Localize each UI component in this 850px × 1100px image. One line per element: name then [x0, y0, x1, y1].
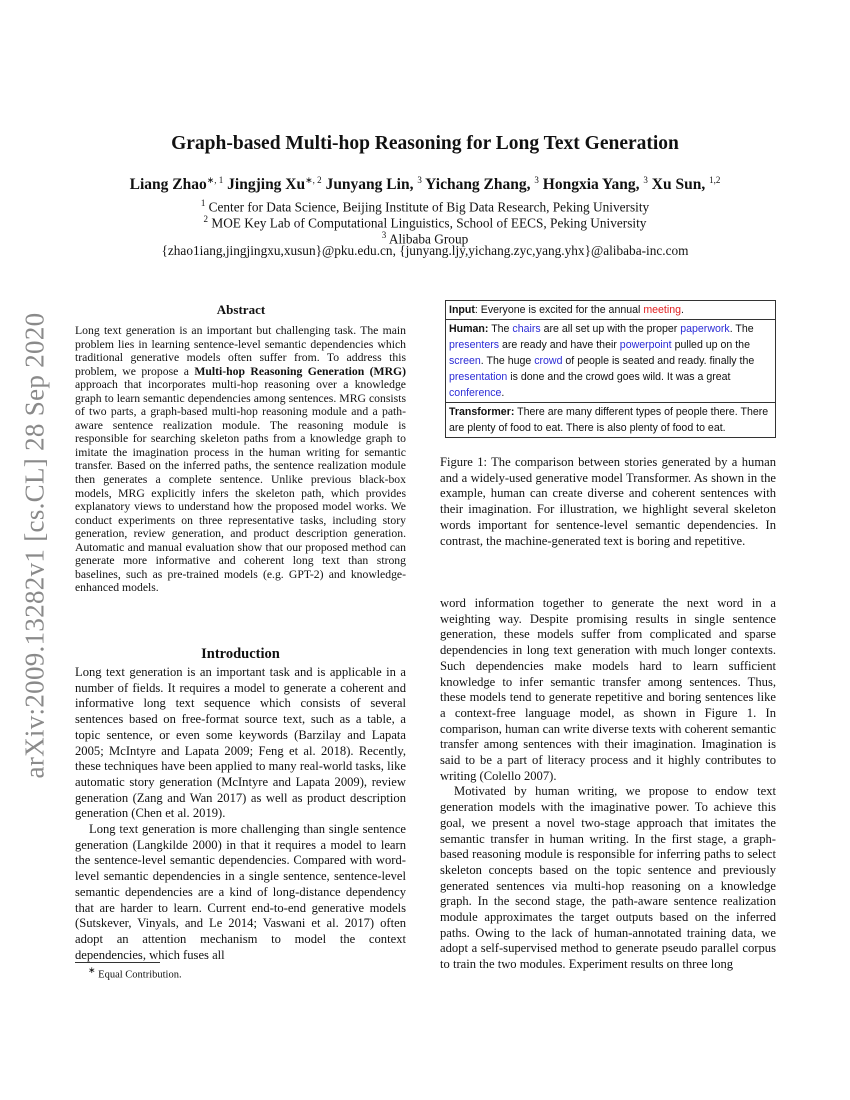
figure-1-table: [445, 300, 776, 438]
highlighted-keyword: presentation: [449, 371, 508, 383]
introduction-section: [75, 646, 406, 963]
paper-title: Graph-based Multi-hop Reasoning for Long Text Generation: [171, 133, 679, 154]
figure-caption: Figure 1: The comparison between stories generated by a human and a widely-used generative model Transformer. As shown in the example, human can create diverse and coherent sentences with their imagination. For illustration, we highlight several skeleton words important for sentence-level semantic dependencies. In contrast, the machine-generated text is boring and repetitive.: [440, 455, 776, 548]
abstract-heading: Abstract: [216, 302, 266, 317]
figure-text: is done and the crowd goes wild. It was a great: [507, 371, 731, 383]
highlighted-keyword: crowd: [534, 355, 563, 367]
figure-input-row: Input: Everyone is excited for the annual meeting.: [446, 301, 775, 320]
figure-text: . The: [729, 323, 754, 335]
author-list: [0, 175, 850, 194]
author: Liang Zhao$^{∗, 1}$: [129, 175, 224, 194]
highlighted-keyword: presenters: [449, 339, 500, 351]
figure-text: pulled up on the: [671, 339, 750, 351]
footnote: ∗ Equal Contribution.: [88, 965, 182, 981]
figure-text: are all set up with the proper: [540, 323, 681, 335]
abstract-text: Long text generation is an important but challenging task. The main problem lies in learning sentence-level semantic dependencies which traditional generative models often suffer from. To address this problem, we propose a Multi-hop Reasoning Generation (MRG) approach that incorporates multi-hop reasoning over a knowledge graph to learn semantic dependencies among sentences. MRG consists of two parts, a graph-based multi-hop reasoning module and a path-aware sentence realization module. The reasoning module is responsible for searching skeleton paths from a knowledge graph to imitate the imagination process in the human writing for semantic transfer. Based on the inferred paths, the sentence realization module then generates a complete sentence. Unlike previous black-box models, MRG explicitly infers the skeleton path, which provides explanatory views to understand how the proposed model works. We conduct experiments on three representative tasks, including story generation, review generation, and product description generation. Automatic and manual evaluation show that our proposed method can generate more informative and coherent long text than strong baselines, such as pre-trained models (e.g. GPT-2) and knowledge-enhanced models.: [75, 324, 406, 595]
figure-transformer-row: Transformer: There are many different types of people there. There are plenty of food to eat. There is also plenty of food to eat.: [449, 406, 769, 434]
paragraph: Long text generation is an important task and is applicable in a number of fields. It requires a model to generate a coherent and informative long text sequence which consists of several sentences based on free-format source text, such as a table, a topic sentence, or even some keywords (Barzilay and Lapata 2005; McIntyre and Lapata 2009; Feng et al. 2018). Recently, these techniques have been applied to many real-world tasks, like automatic story generation (McIntyre and Lapata 2009), review generation (Zang and Wan 2017) as well as product description generation (Chen et al. 2019).: [75, 665, 406, 821]
author: Xu Sun, $^{1,2}$: [651, 175, 721, 194]
figure-text: of people is seated and ready. finally the: [562, 355, 755, 367]
arxiv-stamp: arXiv:2009.13282v1 [cs.CL] 28 Sep 2020: [19, 312, 50, 779]
affiliation: $^1$ Center for Data Science, Beijing Institute of Big Data Research, Peking University: [200, 198, 650, 215]
highlighted-keyword: screen: [449, 355, 481, 367]
introduction-heading: Introduction: [201, 646, 280, 662]
highlighted-keyword: paperwork: [680, 323, 730, 335]
emails: {zhao1iang,jingjingxu,xusun}@pku.edu.cn, {junyang.ljy,yichang.zyc,yang.yhx}@alibaba-inc.com: [161, 243, 689, 258]
affiliation: $^2$ MOE Key Lab of Computational Linguistics, School of EECS, Peking University: [203, 214, 647, 231]
figure-text: The: [488, 323, 513, 335]
figure-human-row: Human: The chairs are all set up with the proper paperwork. The presenters are ready and have their powerpoint pulled up on the screen. The huge crowd of people is seated and ready. finally the presentation is done and the crowd goes wild. It was a great conference.: [446, 320, 775, 403]
paragraph: Motivated by human writing, we propose to endow text generation models with the imaginative power. To achieve this goal, we present a novel two-stage approach that imitates the semantic transfer in human writing. In the first stage, a graph-based reasoning module is responsible for inferring paths to select skeleton concepts based on the topic sentence and previously generated sentences via multi-hop reasoning on a knowledge graph. In the second stage, the path-aware sentence realization module approximates the target outputs based on the inferred paths. Owing to the lack of human-annotated training data, we adopt a self-supervised method to generate pseudo parallel corpus to train the two modules. Experiment results on three long: [440, 784, 776, 972]
figure-text: . The huge: [480, 355, 535, 367]
highlighted-keyword: conference: [449, 387, 502, 399]
author: Jingjing $Xu^{∗, 2}$: [227, 175, 322, 194]
paragraph: word information together to generate the next word in a weighting way. Despite promising results in single sentence generation, these models suffer from complicated and sparse dependencies in long text generation with much longer contexts. Such dependencies make models hard to learn sufficient knowledge to infer semantic transfer among sentences. Thus, these models tend to generate repetitive and boring sentences like a context-free language model, as shown in Figure 1. In comparison, human can write diverse texts with coherent semantic transfer among sentences with their imagination. Imagination is said to be a part of literacy process and it highly contributes to writing (Colello 2007).: [440, 596, 776, 783]
highlighted-keyword: chairs: [512, 323, 541, 335]
figure-text: are ready and have their: [499, 339, 620, 351]
highlighted-keyword: powerpoint: [619, 339, 672, 351]
paragraph: Long text generation is more challenging than single sentence generation (Langkilde 2000) in that it requires a model to learn the sentence-level semantic dependencies. Compared with word-level semantic dependencies in a single sentence, sentence-level semantic dependencies are a kind of long-distance dependency that are harder to learn. Current end-to-end generative models (Sutskever, Vinyals, and Le 2014; Vaswani et al. 2017) often adopt an attention mechanism to model the context dependencies, which fuses all: [75, 822, 406, 962]
abstract: [75, 302, 406, 595]
author: Hongxia Yang, $^3$: [542, 175, 648, 194]
figure-text: .: [501, 387, 505, 399]
affiliation: $^3$ Alibaba Group: [381, 230, 469, 247]
footnote-divider: [75, 962, 160, 963]
author: Yichang Zhang, $^3$: [425, 175, 539, 194]
right-column-text: [440, 596, 776, 973]
author: Junyang Lin, $^3$: [325, 175, 422, 194]
